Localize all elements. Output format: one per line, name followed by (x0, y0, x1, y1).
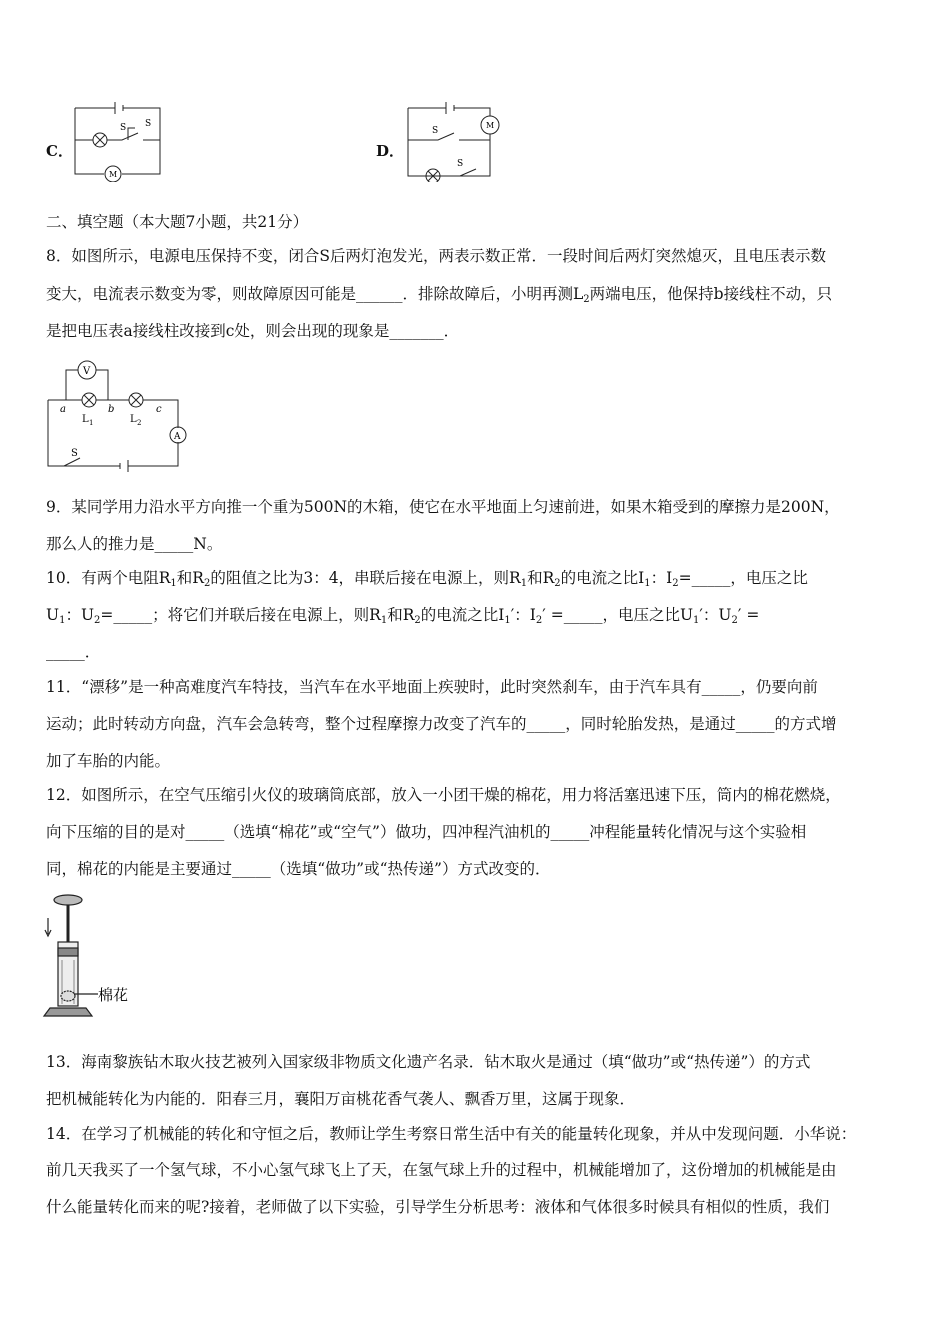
switch-s1-label: S (432, 126, 439, 136)
q14-line-2: 前几天我买了一个氢气球，不小心氢气球飞上了天，在氢气球上升的过程中，机械能增加了，这份增加的机械能是由 (46, 1161, 837, 1179)
q11-line-2: 运动；此时转动方向盘，汽车会急转弯，整个过程摩擦力改变了汽车的_____，同时轮胎发热，是通过_____的方式增 (46, 715, 837, 733)
q13-line-1: 13．海南黎族钻木取火技艺被列入国家级非物质文化遗产名录．钻木取火是通过（填“做功”或“热传递”）的方式 (46, 1053, 811, 1071)
switch-s2-label: S (457, 159, 464, 169)
q8-line-2: 变大，电流表示数变为零，则故障原因可能是______．排除故障后，小明再测$L_2$两端电压，他保持b接线柱不动，只 (46, 285, 833, 305)
q8-circuit-diagram (44, 356, 194, 472)
section-heading: 二、填空题（本大题7小题，共21分） (46, 213, 309, 231)
air-compression-igniter-figure (40, 890, 150, 1026)
motor-label: M (486, 121, 495, 130)
igniter-base (44, 1008, 92, 1016)
q10-line-2: $U_1$：$U_2=\_\_\_\_\_$；将它们并联后接在电源上，则$R_1$和$R_2$的电流之比$I_1'$：$I_2'$ =_____，电压之比$U_1'$：$U_2'$ = (46, 606, 760, 626)
option-c-circuit-diagram (70, 98, 170, 182)
motor-label: M (109, 170, 118, 179)
q12-line-1: 12．如图所示，在空气压缩引火仪的玻璃筒底部，放入一小团干燥的棉花，用力将活塞迅速下压，筒内的棉花燃烧， (46, 786, 841, 804)
q11-line-3: 加了车胎的内能。 (46, 752, 171, 770)
q8-line-1: 8．如图所示，电源电压保持不变，闭合S后两灯泡发光，两表示数正常．一段时间后两灯突然熄灭，且电压表示数 (46, 247, 826, 265)
terminal-b-label: b (108, 404, 115, 415)
terminal-c-label: c (156, 404, 162, 415)
q12-line-3: 同，棉花的内能是主要通过_____（选填“做功”或“热传递”）方式改变的． (46, 860, 551, 878)
piston-handle (54, 895, 82, 905)
cotton-label: 棉花 (98, 986, 129, 1004)
q14-line-1: 14．在学习了机械能的转化和守恒之后，教师让学生考察日常生活中有关的能量转化现象，并从中发现问题．小华说： (46, 1125, 857, 1143)
ammeter-label: A (174, 432, 181, 442)
q8-line-3: 是把电压表a接线柱改接到c处，则会出现的现象是_______． (46, 322, 460, 340)
l2-sub: 2 (137, 419, 142, 427)
l1-sub: 1 (89, 419, 94, 427)
voltmeter-label: V (83, 366, 91, 377)
option-c-label: C． (46, 142, 73, 160)
option-d-circuit-diagram (402, 98, 506, 182)
switch-s-label: S (71, 448, 78, 459)
switch-s2-label: S (120, 123, 127, 133)
switch-s1-label: S (145, 119, 152, 129)
q9-line-1: 9．某同学用力沿水平方向推一个重为500N的木箱，使它在水平地面上匀速前进，如果木箱受到的摩擦力是200N， (46, 498, 840, 516)
q11-line-1: 11．“漂移”是一种高难度汽车特技，当汽车在水平地面上疾驶时，此时突然刹车，由于汽车具有_____，仍要向前 (46, 678, 818, 696)
q13-line-2: 把机械能转化为内能的．阳春三月，襄阳万亩桃花香气袭人、飘香万里，这属于现象． (46, 1090, 636, 1108)
q10-line-3: _____． (46, 643, 101, 661)
cotton-ball (61, 991, 75, 1001)
q14-line-3: 什么能量转化而来的呢?接着，老师做了以下实验，引导学生分析思考：液体和气体很多时候具有相似的性质，我们 (46, 1198, 830, 1216)
option-d-label: D． (376, 142, 405, 160)
q9-line-2: 那么人的推力是_____N。 (46, 535, 223, 553)
q12-line-2: 向下压缩的目的是对_____（选填“棉花”或“空气”）做功，四冲程汽油机的_____冲程能量转化情况与这个实验相 (46, 823, 807, 841)
q10-line-1: 10．有两个电阻$R_1$和$R_2$的阻值之比为3：4，串联后接在电源上，则$R_1$和$R_2$的电流之比$I_1$：$I_2=\_\_\_\_\_$，电压之比 (46, 569, 808, 589)
l2-label: L (130, 414, 137, 425)
l1-label: L (82, 414, 89, 425)
terminal-a-label: a (60, 404, 66, 415)
